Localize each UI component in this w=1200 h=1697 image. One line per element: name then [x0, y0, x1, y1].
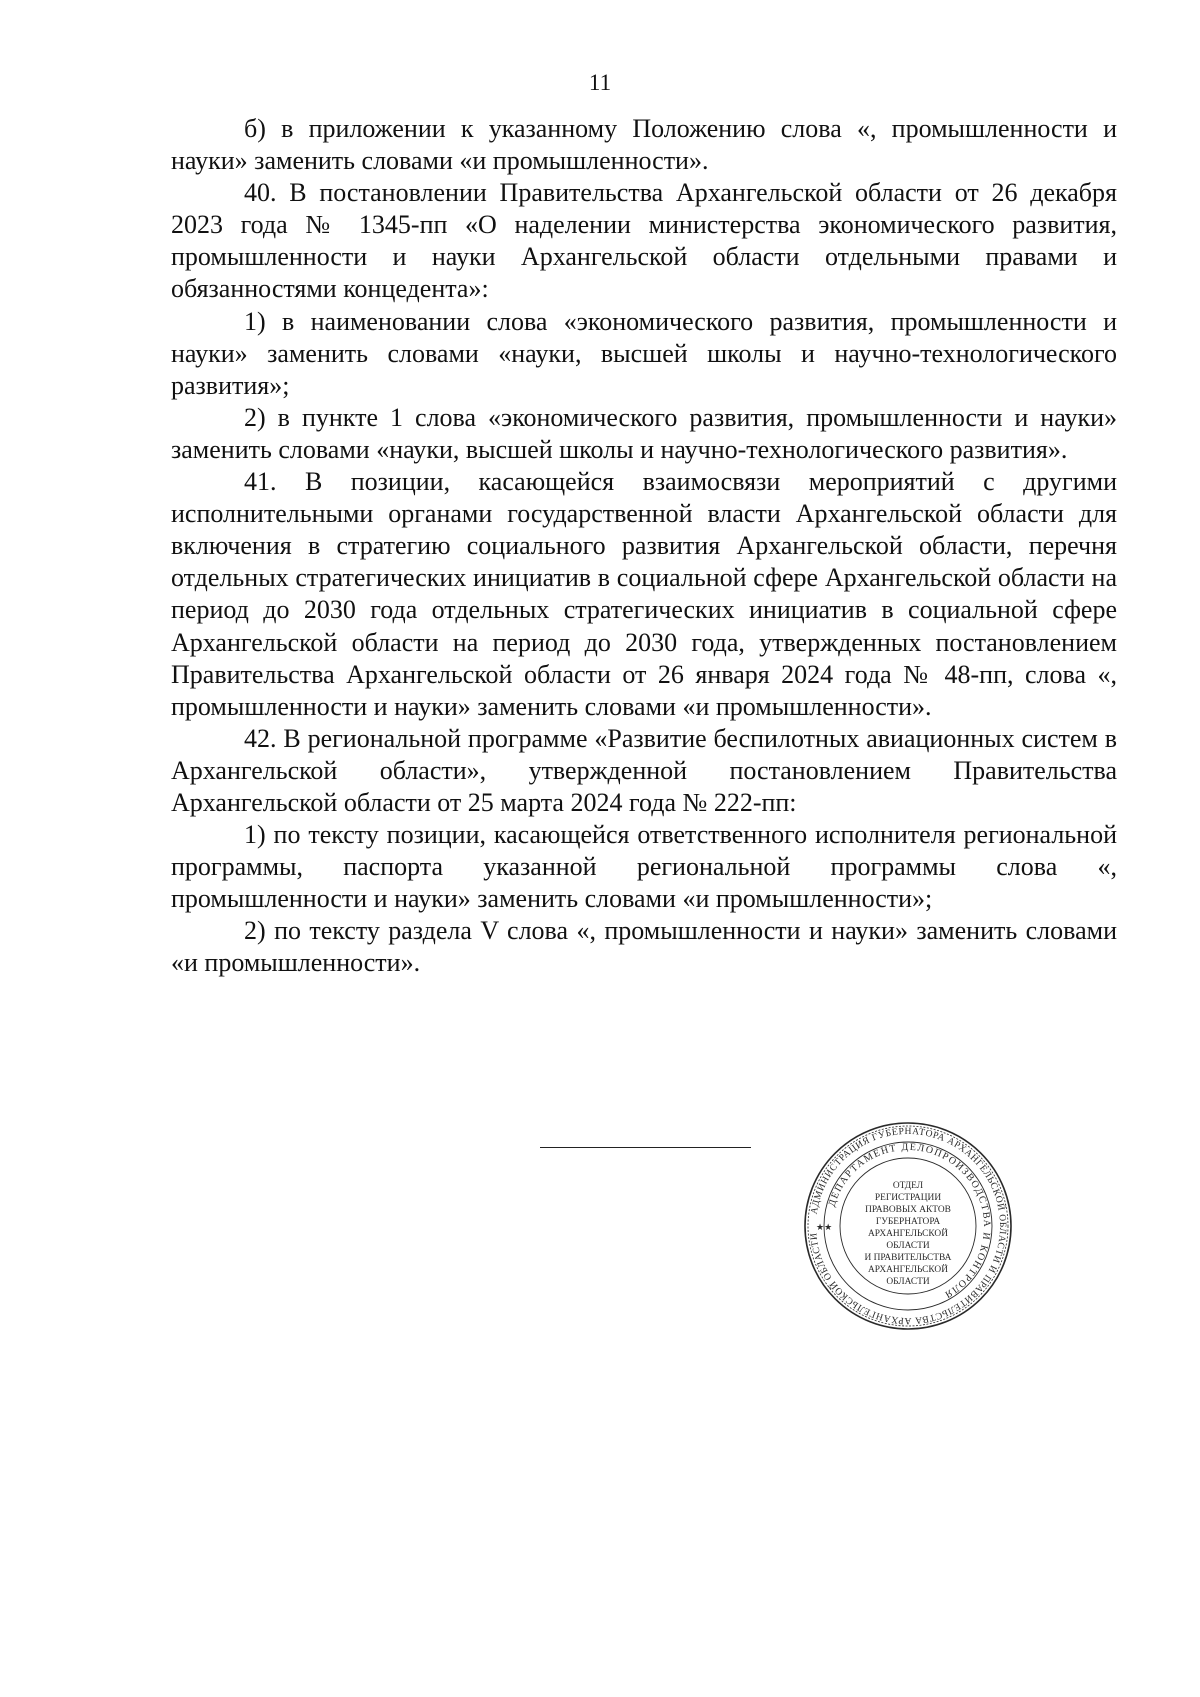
page-number: 11 — [588, 70, 612, 95]
stamp-center-line-7: И ПРАВИТЕЛЬСТВА — [864, 1253, 952, 1263]
stamp-center-line-9: ОБЛАСТИ — [886, 1277, 930, 1287]
stamp-center-line-4: ГУБЕРНАТОРА — [875, 1217, 941, 1227]
closing-divider-line — [540, 1147, 751, 1148]
paragraph-41: 41. В позиции, касающейся взаимосвязи мероприятий с другими исполнительными органами государственной власти Архангельской области для включения в стратегию социального развития Архангельской области, перечня отдельных стратегических инициатив в социальной сфере Архангельской области на период до 2030 года отдельных стратегических инициатив в социальной сфере Архангельской области на период до 2030 года, утвержденных постановлением Правительства Архангельской области от 26 января 2024 года № 48-пп, слова «, промышленности и науки» заменить словами «и промышленности». — [171, 467, 1117, 721]
paragraph-42-item-1: 1) по тексту позиции, касающейся ответственного исполнителя региональной программы, паспорта указанной региональной программы слова «, промышленности и науки» заменить словами «и промышленности»; — [171, 820, 1117, 914]
paragraph-b-appendix: б) в приложении к указанному Положению слова «, промышленности и науки» заменить словами «и промышленности». — [171, 114, 1117, 176]
paragraph-42: 42. В региональной программе «Развитие беспилотных авиационных систем в Архангельской области», утвержденной постановлением Правительства Архангельской области от 25 марта 2024 года № 222-пп: — [171, 723, 1117, 817]
paragraph-40: 40. В постановлении Правительства Архангельской области от 26 декабря 2023 года № 1345-пп «О наделении министерства экономического развития, промышленности и науки Архангельской области отдельными правами и обязанностями концедента»: — [171, 178, 1117, 304]
stamp-inner-ring-text: ДЕПАРТАМЕНТ ДЕЛОПРОИЗВОДСТВА И КОНТРОЛЯ — [826, 1141, 993, 1301]
stamp-center-line-8: АРХАНГЕЛЬСКОЙ — [868, 1265, 948, 1275]
stamp-center-line-3: ПРАВОВЫХ АКТОВ — [865, 1205, 951, 1215]
paragraph-42-item-2: 2) по тексту раздела V слова «, промышленности и науки» заменить словами «и промышленности». — [171, 916, 1117, 978]
stamp-stars: ★★ — [816, 1223, 833, 1233]
stamp-center-line-5: АРХАНГЕЛЬСКОЙ — [868, 1229, 948, 1239]
stamp-center-line-2: РЕГИСТРАЦИИ — [874, 1193, 942, 1203]
stamp-center-line-6: ОБЛАСТИ — [886, 1241, 930, 1251]
stamp-center-line-1: ОТДЕЛ — [892, 1181, 924, 1191]
registration-stamp — [802, 1120, 1014, 1332]
paragraph-40-item-2: 2) в пункте 1 слова «экономического развития, промышленности и науки» заменить словами «науки, высшей школы и научно-технологического развития». — [171, 402, 1117, 464]
paragraph-40-item-1: 1) в наименовании слова «экономического развития, промышленности и науки» заменить словами «науки, высшей школы и научно-технологического развития»; — [171, 306, 1117, 400]
stamp-center-text — [865, 1181, 952, 1287]
document-body — [171, 113, 1117, 980]
stamp-outer-ring-text: АДМИНИСТРАЦИЯ ГУБЕРНАТОРА АРХАНГЕЛЬСКОЙ ОБЛАСТИ И ПРАВИТЕЛЬСТВА АРХАНГЕЛЬСКОЙ ОБЛАСТИ — [808, 1125, 1009, 1327]
